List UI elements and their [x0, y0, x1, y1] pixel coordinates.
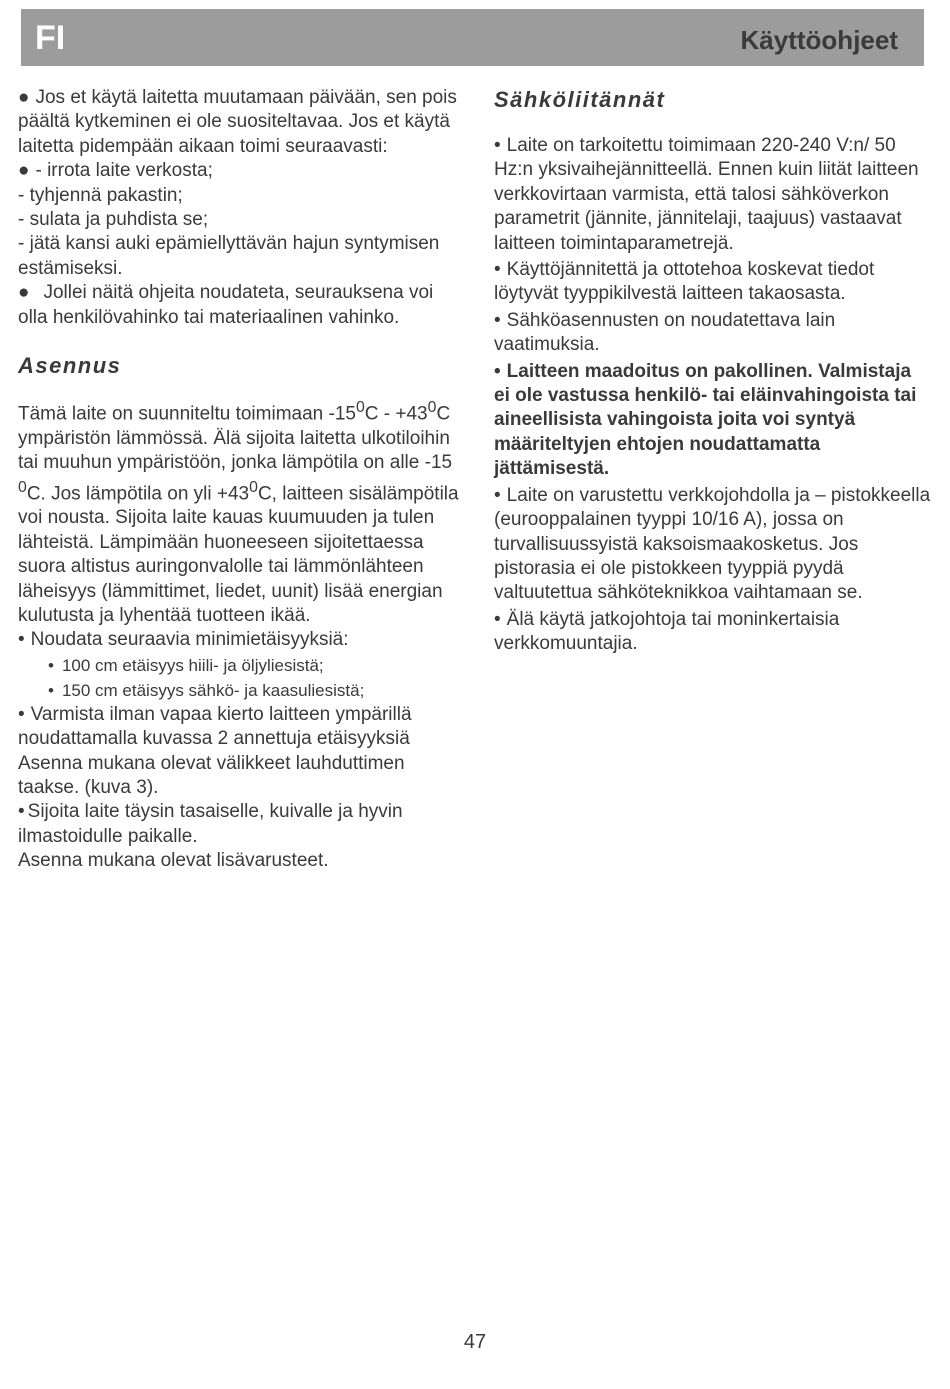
- right-column: [494, 86, 932, 657]
- bullet-icon: •: [18, 703, 25, 725]
- language-code: FI: [35, 19, 66, 57]
- storage-step: - tyhjennä pakastin;: [18, 184, 183, 206]
- section-title-installation: Asennus: [18, 353, 122, 379]
- bullet-icon: •: [494, 309, 501, 331]
- level-place-paragraph: • Sijoita laite täysin tasaiselle, kuivalle ja hyvin ilmastoidulle paikalle.: [18, 801, 403, 847]
- section-title-electrical: Sähköliitännät: [494, 87, 666, 112]
- storage-paragraph: ● Jos et käytä laitetta muutamaan päivään, sen pois päältä kytkeminen ei ole suositeltavaa. Jos et käytä laitetta pidempään aikaan toimi seuraavasti:: [18, 87, 457, 157]
- min-distances-label: • Noudata seuraavia minimietäisyyksiä:: [18, 629, 349, 651]
- spacers-paragraph: Asenna mukana olevat välikkeet lauhduttimen taakse. (kuva 3).: [18, 752, 405, 798]
- list-item: • 150 cm etäisyys sähkö- ja kaasuliesistä;: [48, 680, 365, 700]
- storage-step: - sulata ja puhdista se;: [18, 209, 209, 231]
- bullet-icon: •: [494, 259, 501, 281]
- list-item: • Sähköasennusten on noudatettava lain vaatimuksia.: [494, 309, 836, 356]
- left-column: [18, 86, 463, 874]
- accessories-paragraph: Asenna mukana olevat lisävarusteet.: [18, 850, 329, 872]
- bullet-icon: •: [494, 484, 501, 506]
- bullet-icon: ●: [18, 160, 30, 182]
- list-item: • Käyttöjännitettä ja ottotehoa koskevat tiedot löytyvät tyyppikilvestä laitteen takaosasta.: [494, 259, 875, 305]
- bullet-icon: •: [494, 135, 501, 156]
- grounding-warning: • Laitteen maadoitus on pakollinen. Valmistaja ei ole vastussa henkilö- tai eläinvahingoista tai aineellisista vahingoista joita voi syntyä määriteltyjen ehtojen noudattamatta jättämisestä.: [494, 360, 917, 480]
- bullet-icon: ●: [18, 87, 30, 108]
- list-item: • 100 cm etäisyys hiili- ja öljyliesistä;: [48, 655, 324, 675]
- list-item: • Laite on tarkoitettu toimimaan 220-240 V:n/ 50 Hz:n yksivaihejännitteellä. Ennen kuin liität laitteen verkkovirtaan varmista, että talosi sähköverkon parametrit (jännite, jännitelaji, taajuus) vastaavat laitteen toimintaparametrejä.: [494, 135, 919, 254]
- list-item: • Älä käytä jatkojohtoja tai moninkertaisia verkkomuuntajia.: [494, 608, 840, 655]
- bullet-icon: •: [18, 629, 25, 651]
- bullet-icon: •: [48, 680, 54, 700]
- bullet-icon: •: [494, 360, 501, 382]
- page-number: 47: [463, 1331, 487, 1353]
- bullet-icon: ●: [18, 282, 30, 304]
- storage-step: - jätä kansi auki epämiellyttävän hajun syntymisen estämiseksi.: [18, 233, 440, 279]
- header-bar: [21, 9, 924, 66]
- warning-paragraph: ● Jollei näitä ohjeita noudateta, seurauksena voi olla henkilövahinko tai materiaalinen vahinko.: [18, 282, 434, 328]
- air-circulation-paragraph: • Varmista ilman vapaa kierto laitteen ympärillä noudattamalla kuvassa 2 annettuja etäisyyksiä: [18, 703, 412, 750]
- storage-step: ● - irrota laite verkosta;: [18, 160, 213, 182]
- bullet-icon: •: [494, 608, 501, 630]
- bullet-icon: •: [18, 801, 25, 823]
- installation-paragraph: Tämä laite on suunniteltu toimimaan $-15^0C - +43^0C$ ympäristön lämmössä. Älä sijoita laitetta ulkotiloihin tai muuhun ympäristöön, jonka lämpötila on alle -15 $^0$C. Jos lämpötila on yli $+43^0C$, laitteen sisälämpötila voi nousta. Sijoita laite kauas kuumuuden ja tulen lähteistä. Lämpimään huoneeseen sijoitettaessa suora altistus auringonvalolle tai lämmönlähteen läheisyys (lämmittimet, liedet, uunit) lisää energian kulutusta ja lyhentää tuotteen ikää.: [18, 399, 459, 626]
- list-item: • Laite on varustettu verkkojohdolla ja – pistokkeella (eurooppalainen tyyppi 10/16 A), jossa on turvallisuussyistä kaksoismaakosketus. Jos pistorasia ei ole pistokkeen tyyppiä pyydä valtuutettua sähköteknikkoa vaihtamaan se.: [494, 484, 931, 604]
- page-title: Käyttöohjeet: [740, 25, 898, 55]
- bullet-icon: •: [48, 655, 54, 675]
